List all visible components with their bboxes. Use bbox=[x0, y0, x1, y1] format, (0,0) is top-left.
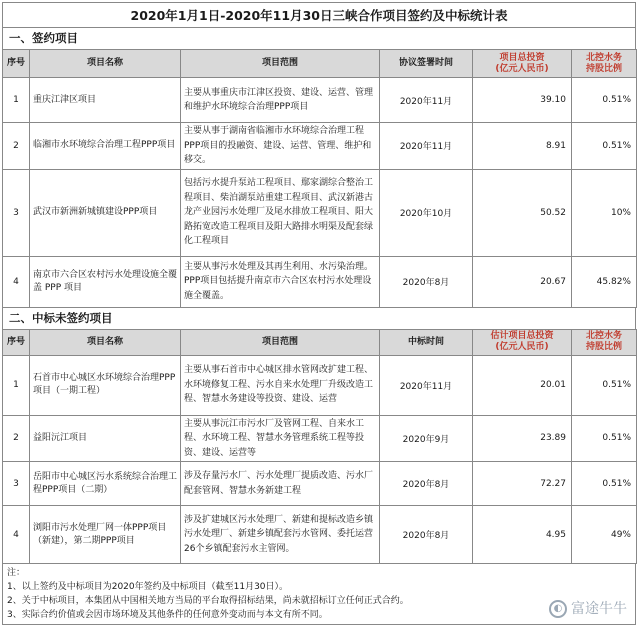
row-name: 岳阳市中心城区污水系统综合治理工程PPP项目（二期） bbox=[30, 462, 181, 506]
row-no: 3 bbox=[3, 169, 30, 256]
row-no: 2 bbox=[3, 123, 30, 170]
table-header-row bbox=[3, 50, 637, 78]
table-header-row bbox=[3, 329, 637, 355]
section-heading-signed: 一、签约项目 bbox=[2, 28, 636, 49]
watermark-text: 富途牛牛 bbox=[571, 601, 627, 617]
row-ratio: 0.51% bbox=[572, 78, 637, 123]
row-invest: 72.27 bbox=[473, 462, 572, 506]
row-ratio: 49% bbox=[572, 506, 637, 564]
col-header-scope: 项目范围 bbox=[181, 329, 380, 355]
col-header-date: 中标时间 bbox=[380, 329, 473, 355]
signed-projects-table bbox=[2, 49, 637, 308]
awarded-projects-table bbox=[2, 329, 637, 565]
col-header-name: 项目名称 bbox=[30, 329, 181, 355]
col-header-name: 项目名称 bbox=[30, 50, 181, 78]
table-row bbox=[3, 506, 637, 564]
row-invest: 20.67 bbox=[473, 256, 572, 307]
statistics-sheet bbox=[2, 2, 636, 638]
row-date: 2020年10月 bbox=[380, 169, 473, 256]
row-no: 4 bbox=[3, 506, 30, 564]
col-header-ratio: 北控水务 持股比例 bbox=[572, 329, 637, 355]
row-date: 2020年11月 bbox=[380, 78, 473, 123]
table-row bbox=[3, 123, 637, 170]
row-name: 临湘市水环境综合治理工程PPP项目 bbox=[30, 123, 181, 170]
row-scope: 包括污水提升泵站工程项目、鄢家湖综合整治工程项目、柴泊湖泵站重建工程项目、武汉新港古龙产业园污水处理厂及尾水排放工程项目、阳大路拓宽改造工程项目及阳大路排水明渠及配套绿化工程项目 bbox=[181, 169, 380, 256]
row-scope: 主要从事污水处理及其再生利用、水污染治理。PPP项目包括提升南京市六合区农村污水处理设施全覆盖。 bbox=[181, 256, 380, 307]
table-row bbox=[3, 415, 637, 462]
row-scope: 主要从事重庆市江津区投资、建设、运营、管理和维护水环境综合治理PPP项目 bbox=[181, 78, 380, 123]
row-no: 3 bbox=[3, 462, 30, 506]
row-scope: 主要从事石首市中心城区排水管网改扩建工程、水环境修复工程、污水自来水处理厂升级改造工程、智慧水务建设等投资、建设、运营 bbox=[181, 355, 380, 415]
col-header-invest: 项目总投资 (亿元人民币) bbox=[473, 50, 572, 78]
row-scope: 涉及扩建城区污水处理厂、新建和提标改造乡镇污水处理厂、新建乡镇配套污水管网、委托运营26个乡镇配套污水主管网。 bbox=[181, 506, 380, 564]
row-invest: 20.01 bbox=[473, 355, 572, 415]
row-scope: 主要从事沅江市污水厂及管网工程、自来水工程、水环境工程、智慧水务管理系统工程等投资、建设、运营等 bbox=[181, 415, 380, 462]
row-date: 2020年11月 bbox=[380, 355, 473, 415]
table-row bbox=[3, 256, 637, 307]
note-item: 1、以上签约及中标项目为2020年签约及中标项目（截至11月30日）。 bbox=[7, 582, 289, 592]
page-title: 2020年1月1日-2020年11月30日三峡合作项目签约及中标统计表 bbox=[2, 2, 636, 28]
table-row bbox=[3, 78, 637, 123]
row-ratio: 10% bbox=[572, 169, 637, 256]
row-invest: 8.91 bbox=[473, 123, 572, 170]
row-invest: 39.10 bbox=[473, 78, 572, 123]
row-name: 益阳沅江项目 bbox=[30, 415, 181, 462]
note-heading: 注： bbox=[7, 568, 26, 578]
row-no: 2 bbox=[3, 415, 30, 462]
row-no: 1 bbox=[3, 78, 30, 123]
col-header-invest: 估计项目总投资 (亿元人民币) bbox=[473, 329, 572, 355]
row-date: 2020年11月 bbox=[380, 123, 473, 170]
table-row bbox=[3, 462, 637, 506]
row-date: 2020年9月 bbox=[380, 415, 473, 462]
row-no: 1 bbox=[3, 355, 30, 415]
row-date: 2020年8月 bbox=[380, 256, 473, 307]
note-item: 2、关于中标项目，本集团从中国相关地方当局的平台取得招标结果，尚未就招标订立任何正式合约。 bbox=[7, 596, 409, 606]
row-ratio: 0.51% bbox=[572, 123, 637, 170]
col-header-no: 序号 bbox=[3, 329, 30, 355]
futu-logo-icon: ◐ bbox=[549, 600, 567, 618]
row-scope: 涉及存量污水厂、污水处理厂提质改造、污水厂配套管网、智慧水务新建工程 bbox=[181, 462, 380, 506]
note-item: 3、实际合约价值或会因市场环境及其他条件的任何意外变动而与本文有所不同。 bbox=[7, 610, 328, 620]
row-name: 武汉市新洲新城镇建设PPP项目 bbox=[30, 169, 181, 256]
col-header-scope: 项目范围 bbox=[181, 50, 380, 78]
col-header-date: 协议签署时间 bbox=[380, 50, 473, 78]
table-row bbox=[3, 355, 637, 415]
row-invest: 23.89 bbox=[473, 415, 572, 462]
row-ratio: 0.51% bbox=[572, 462, 637, 506]
row-invest: 4.95 bbox=[473, 506, 572, 564]
row-name: 浏阳市污水处理厂网一体PPP项目（新建），第二期PPP项目 bbox=[30, 506, 181, 564]
row-ratio: 45.82% bbox=[572, 256, 637, 307]
row-scope: 主要从事于湖南省临湘市水环境综合治理工程PPP项目的投融资、建设、运营、管理、维护和移交。 bbox=[181, 123, 380, 170]
row-ratio: 0.51% bbox=[572, 415, 637, 462]
col-header-ratio: 北控水务 持股比例 bbox=[572, 50, 637, 78]
section-heading-awarded: 二、中标未签约项目 bbox=[2, 308, 636, 329]
row-name: 石首市中心城区水环境综合治理PPP项目（一期工程） bbox=[30, 355, 181, 415]
row-no: 4 bbox=[3, 256, 30, 307]
footnotes bbox=[2, 564, 636, 625]
row-invest: 50.52 bbox=[473, 169, 572, 256]
col-header-no: 序号 bbox=[3, 50, 30, 78]
row-ratio: 0.51% bbox=[572, 355, 637, 415]
table-row bbox=[3, 169, 637, 256]
row-date: 2020年8月 bbox=[380, 506, 473, 564]
row-name: 重庆江津区项目 bbox=[30, 78, 181, 123]
row-name: 南京市六合区农村污水处理设施全覆盖 PPP 项目 bbox=[30, 256, 181, 307]
row-date: 2020年8月 bbox=[380, 462, 473, 506]
watermark bbox=[549, 600, 627, 618]
